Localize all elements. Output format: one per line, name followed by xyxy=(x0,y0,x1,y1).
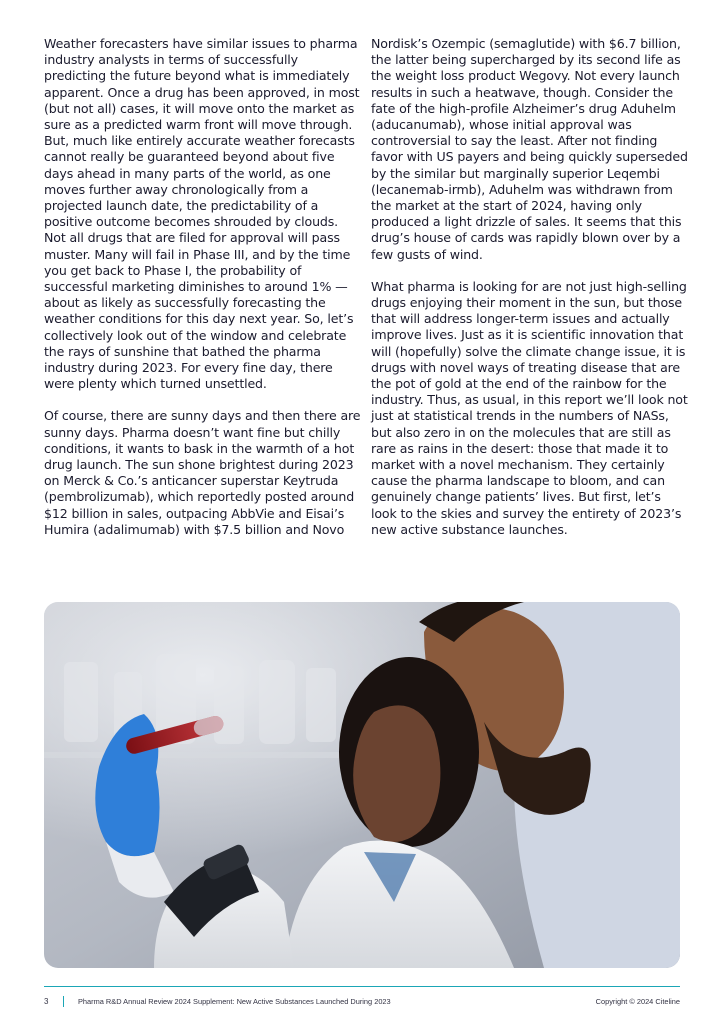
body-paragraph: Nordisk’s Ozempic (semaglutide) with $6.7 billion, the latter being supercharged by its second life as the weight loss product Wegovy. Not every launch results in such a heatwave, though. Consider the fate of the high-profile Alzheimer’s drug Aduhelm (aducanumab), whose initial approval was controversial to say the least. After not finding favor with US payers and being quickly superseded by the similar but marginally superior Leqembi (lecanemab-irmb), Aduhelm was withdrawn from the market at the start of 2024, having only produced a light drizzle of sales. It seems that this drug’s house of cards was rapidly blown over by a few gusts of wind. xyxy=(371,36,688,262)
publication-title: Pharma R&D Annual Review 2024 Supplement: New Active Substances Launched During 2023 xyxy=(78,997,391,1006)
article-column-left xyxy=(44,36,362,554)
lab-scientists-photo xyxy=(44,602,680,968)
page-footer xyxy=(44,996,680,1010)
footer-divider xyxy=(44,986,680,987)
page-number: 3 xyxy=(44,997,49,1006)
article-column-right xyxy=(371,36,689,554)
body-paragraph: What pharma is looking for are not just high-selling drugs enjoying their moment in the sun, but those that will address longer-term issues and actually improve lives. Just as it is scientific innovation that will (hopefully) solve the climate change issue, it is drugs with novel ways of treating disease that are the pot of gold at the end of the rainbow for the industry. Thus, as usual, in this report we’ll look not just at statistical trends in the numbers of NASs, but also zero in on the molecules that are still as rare as rains in the desert: those that made it to market with a novel mechanism. They certainly cause the pharma landscape to bloom, and can genuinely change patients’ lives. But first, let’s look to the skies and survey the entirety of 2023’s new active substance launches. xyxy=(371,278,688,537)
footer-separator xyxy=(63,996,64,1007)
copyright-notice: Copyright © 2024 Citeline xyxy=(595,997,680,1006)
body-paragraph: Of course, there are sunny days and then there are sunny days. Pharma doesn’t want fine but chilly conditions, it wants to bask in the warmth of a hot drug launch. The sun shone brightest during 2023 on Merck & Co.’s anticancer superstar Keytruda (pembrolizumab), which reportedly posted around $12 billion in sales, outpacing AbbVie and Eisai’s Humira (adalimumab) with $7.5 billion and Novo xyxy=(44,408,361,537)
body-paragraph: Weather forecasters have similar issues to pharma industry analysts in terms of successfully predicting the future beyond what is immediately apparent. Once a drug has been approved, in most (but not all) cases, it will move onto the market as sure as a predicted warm front will move through. But, much like entirely accurate weather forecasts cannot really be guaranteed beyond about five days ahead in many parts of the world, as one moves further away chronologically from a projected launch date, the predictability of a positive outcome becomes shrouded by clouds. Not all drugs that are filed for approval will pass muster. Many will fail in Phase III, and by the time you get back to Phase I, the probability of successful marketing diminishes to around 1% — about as likely as successfully forecasting the weather conditions for this day next year. So, let’s collectively look out of the window and celebrate the rays of sunshine that bathed the pharma industry during 2023. For every fine day, there were plenty which turned unsettled. xyxy=(44,36,360,392)
